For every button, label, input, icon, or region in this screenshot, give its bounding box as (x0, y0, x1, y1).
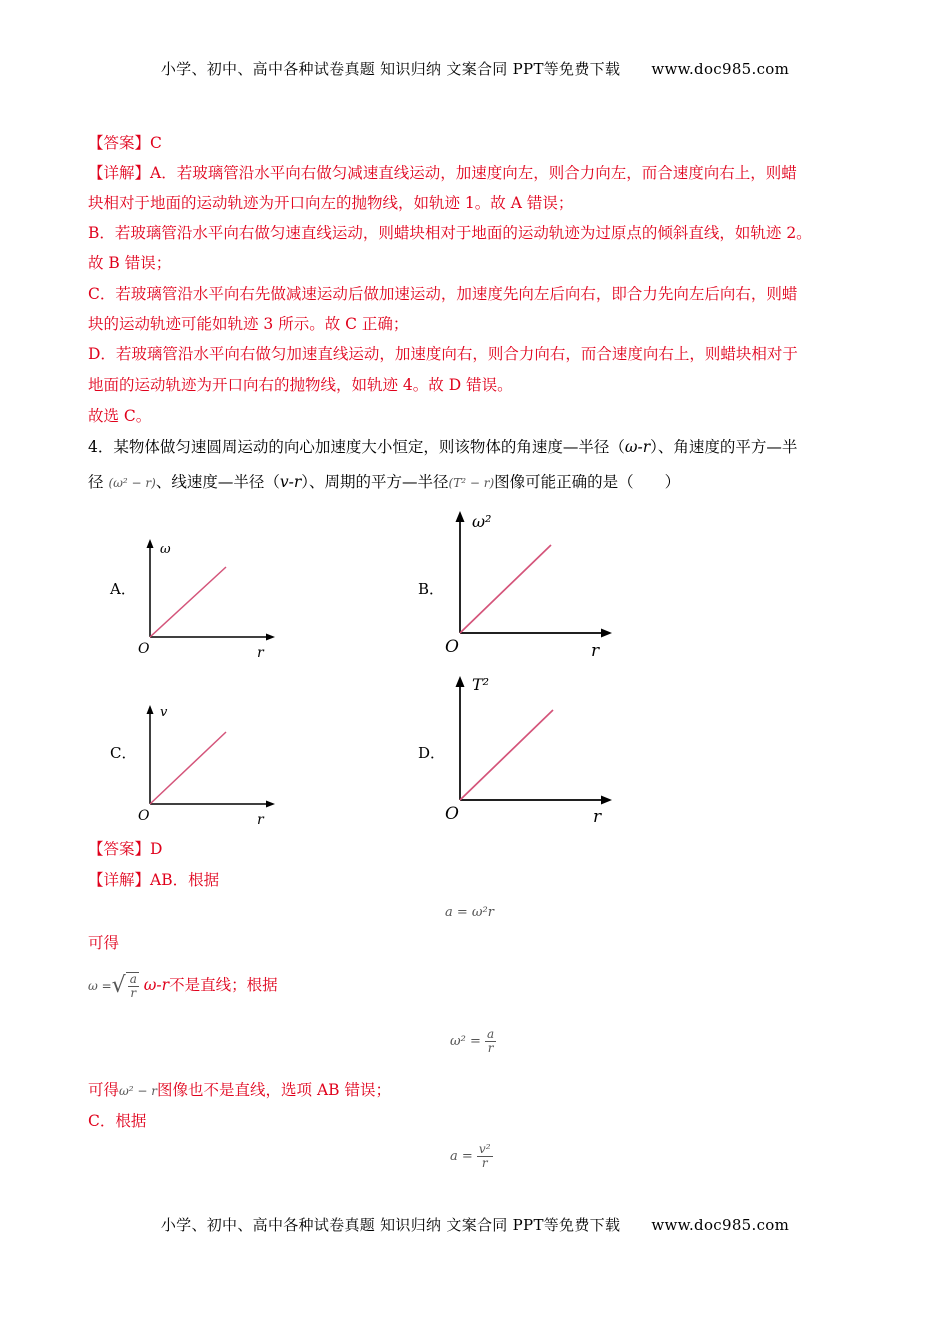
answer-bracket: 【答案】 (88, 134, 151, 152)
q4-detail-line-4 (88, 1079, 391, 1102)
q3-detail-line-5: C．若玻璃管沿水平向右先做减速运动后做加速运动，加速度先向左后向右，即合力先向左后向右，则蜡 (88, 285, 798, 303)
q4-detail-line-5: C．根据 (88, 1112, 147, 1130)
stem-text: 4．某物体做匀速圆周运动的向心加速度大小恒定，则该物体的角速度—半径（ (88, 438, 625, 456)
detail-symbol: ω-r (143, 976, 170, 994)
detail-text: 可得 (88, 1081, 120, 1099)
y-label: ω (160, 542, 171, 557)
fraction-numerator: v² (478, 1142, 491, 1156)
q3-detail-line-6: 块的运动轨迹可能如轨迹 3 所示。故 C 正确； (88, 315, 409, 333)
sqrt-body (126, 972, 139, 1000)
x-axis-arrow (266, 634, 275, 641)
y-axis-arrow (456, 676, 465, 687)
detail-text: 图像也不是直线，选项 AB 错误； (157, 1081, 391, 1099)
option-b-label: B． (418, 580, 445, 598)
fraction-denominator: r (487, 1041, 494, 1055)
detail-bracket: 【详解】 (88, 871, 151, 889)
option-d-label: D． (418, 744, 446, 762)
fraction-denominator: r (481, 1156, 488, 1170)
stem-text: 图像可能正确的是（ ） (494, 473, 681, 491)
fraction-numerator: a (129, 972, 137, 986)
q4-detail-line-1 (88, 869, 219, 891)
answer-value: D (150, 840, 163, 858)
equation-2-lhs: ω = (88, 979, 112, 993)
q3-detail-line-1 (88, 162, 797, 184)
sqrt-sign: √ (111, 973, 126, 998)
equation-1: a = ω²r (445, 905, 494, 920)
equation-4-lhs: a = (450, 1149, 473, 1164)
option-b-graph (440, 505, 620, 660)
detail-text: AB．根据 (150, 871, 220, 889)
equation-3-fraction (485, 1028, 496, 1055)
stem-text: 、线速度—半径（ (155, 473, 280, 491)
q4-stem-line-2 (88, 471, 680, 494)
x-axis-arrow (601, 796, 612, 805)
q4-detail-line-3 (88, 972, 278, 1008)
x-label: r (257, 812, 264, 828)
graph-line (460, 710, 553, 800)
page-header (0, 58, 950, 79)
x-label: r (257, 645, 264, 660)
q3-detail-line-3: B．若玻璃管沿水平向右做匀速直线运动，则蜡块相对于地面的运动轨迹为过原点的倾斜直线，如轨迹 2。 (88, 224, 812, 242)
stem-symbol: v-r (279, 473, 302, 491)
origin-label: O (138, 641, 150, 657)
page-footer (0, 1214, 950, 1235)
graph-line (150, 732, 226, 804)
origin-label: O (445, 804, 459, 824)
y-label: ω² (472, 512, 492, 531)
fraction-denominator: r (130, 986, 137, 1000)
origin-label: O (138, 808, 150, 824)
stem-text: ）、周期的平方—半径 (301, 473, 449, 491)
graph-line (460, 545, 551, 633)
option-c-graph (130, 700, 280, 828)
q4-answer (88, 838, 162, 860)
y-axis-arrow (147, 539, 154, 548)
fraction-numerator: a (486, 1027, 495, 1041)
detail-bracket: 【详解】 (88, 164, 151, 182)
footer-site: www.doc985.com (651, 1216, 790, 1234)
y-label: T² (472, 675, 490, 694)
q3-answer (88, 132, 162, 154)
q4-stem-line-1 (88, 436, 797, 458)
option-c-label: C． (110, 744, 137, 762)
stem-formula: (T² − r) (448, 476, 495, 490)
y-label: v (160, 705, 168, 720)
stem-symbol: ω-r (624, 438, 651, 456)
q3-detail-line-2: 块相对于地面的运动轨迹为开口向左的抛物线，如轨迹 1。故 A 错误； (88, 194, 574, 212)
answer-value: C (150, 134, 162, 152)
q3-detail-line-7: D．若玻璃管沿水平向右做匀加速直线运动，加速度向右，则合力向右，而合速度向右上，则蜡块相对于 (88, 345, 798, 363)
x-label: r (591, 641, 600, 660)
option-d-graph (440, 670, 620, 830)
equation-4-fraction (477, 1143, 493, 1170)
equation-3-lhs: ω² = (450, 1034, 481, 1049)
option-a-label: A． (110, 580, 136, 598)
stem-text: 径 (88, 473, 104, 491)
q4-detail-line-2: 可得 (88, 934, 120, 952)
origin-label: O (445, 637, 459, 657)
equation-3 (450, 1028, 496, 1055)
x-axis-arrow (266, 801, 275, 808)
q3-detail-line-9: 故选 C。 (88, 407, 152, 425)
option-a-graph (130, 535, 280, 660)
q3-detail-line-8: 地面的运动轨迹为开口向右的抛物线，如轨迹 4。故 D 错误。 (88, 376, 513, 394)
equation-2-fraction (128, 973, 139, 1000)
x-axis-arrow (601, 629, 612, 638)
y-axis-arrow (456, 511, 465, 522)
detail-formula: ω² − r (119, 1084, 158, 1098)
y-axis-arrow (147, 705, 154, 714)
graph-line (150, 567, 226, 637)
header-site: www.doc985.com (651, 60, 790, 78)
footer-text: 小学、初中、高中各种试卷真题 知识归纳 文案合同 PPT等免费下载 (160, 1216, 621, 1234)
answer-bracket: 【答案】 (88, 840, 151, 858)
equation-4 (450, 1143, 493, 1170)
x-label: r (593, 807, 602, 827)
header-text: 小学、初中、高中各种试卷真题 知识归纳 文案合同 PPT等免费下载 (160, 60, 621, 78)
q3-detail-line-4: 故 B 错误； (88, 254, 172, 272)
detail-text: 不是直线；根据 (169, 976, 278, 994)
detail-text: A．若玻璃管沿水平向右做匀减速直线运动，加速度向左，则合力向左，而合速度向右上，则蜡 (150, 164, 797, 182)
stem-text: ）、角速度的平方—半 (650, 438, 798, 456)
stem-formula: (ω² − r) (108, 476, 156, 490)
